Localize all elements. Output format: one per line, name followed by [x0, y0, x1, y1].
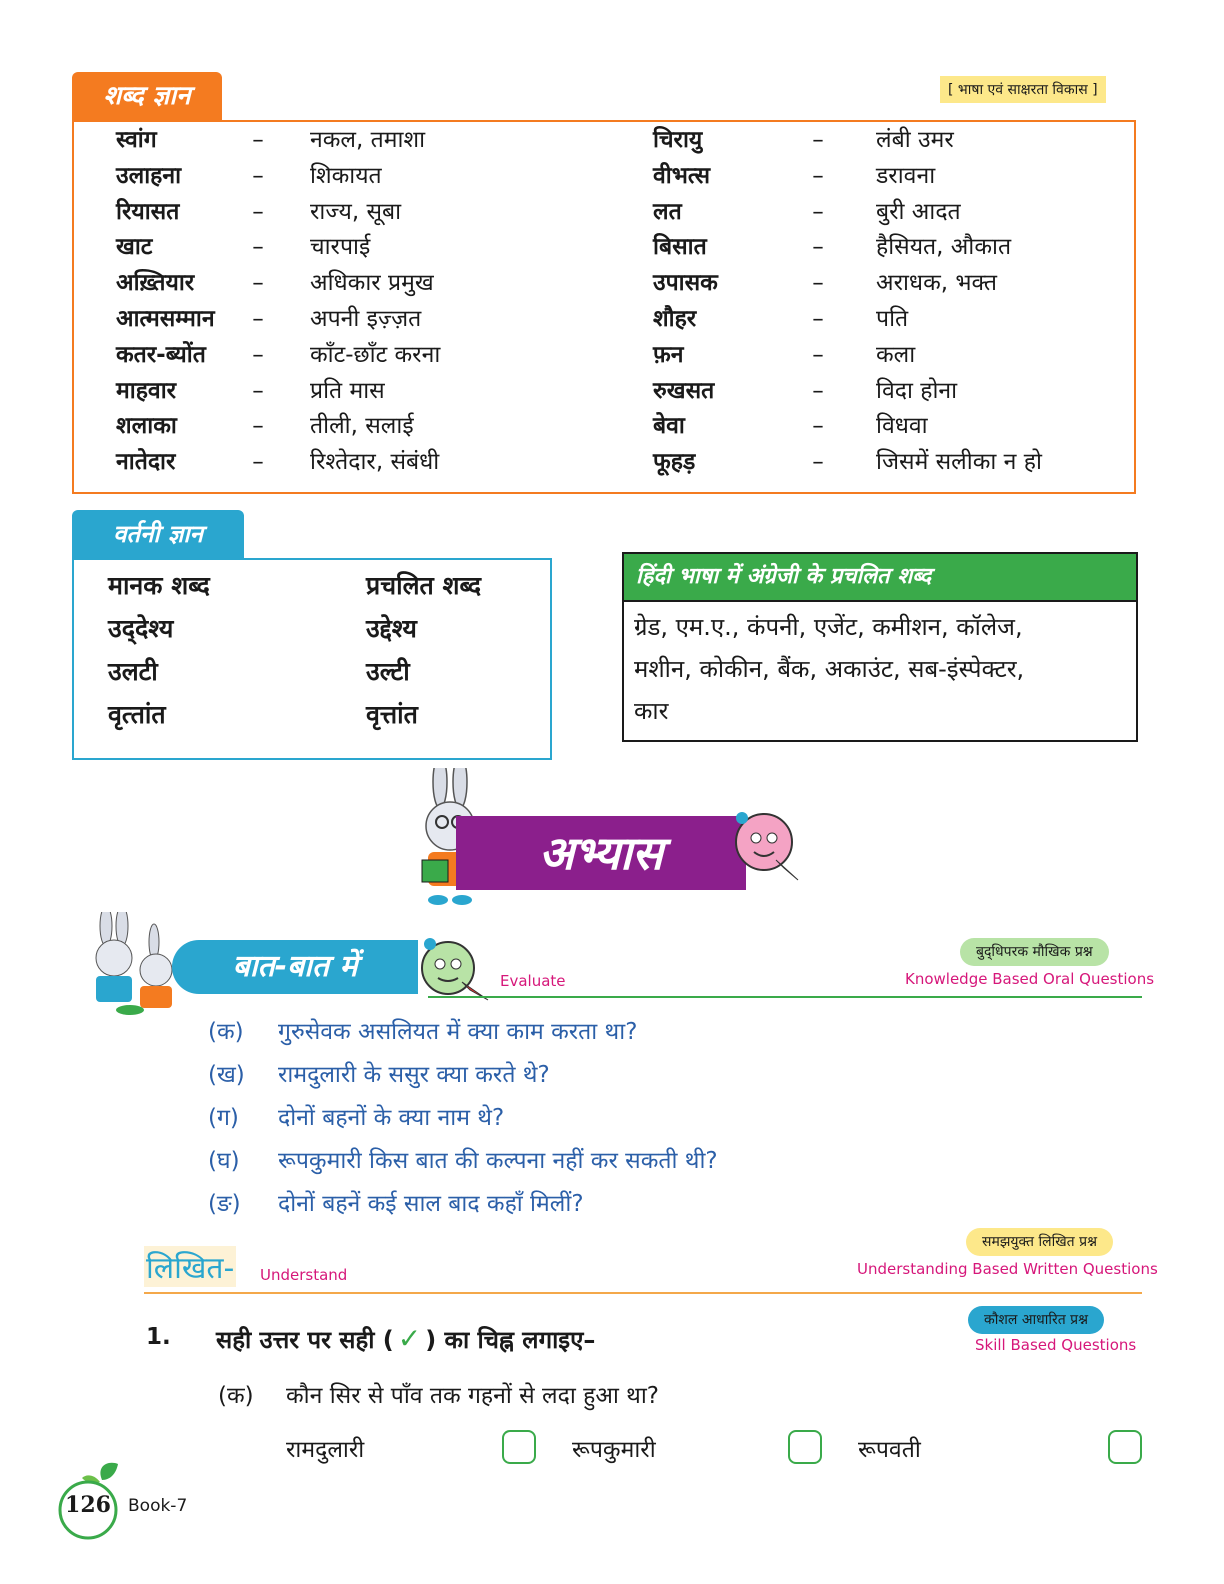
evaluate-label: Evaluate [500, 972, 566, 990]
vartani-prachalit-2: उल्टी [366, 657, 410, 686]
vocab-dash: – [252, 234, 264, 261]
vocab-word: आत्मसम्मान [116, 306, 215, 332]
vocab-meaning: तीली, सलाई [310, 413, 414, 440]
vartani-manak-1: उद्‌देश्य [108, 614, 174, 643]
english-words-line-2: मशीन, कोकीन, बैंक, अकाउंट, सब-इंस्पेक्टर, [634, 655, 1025, 683]
vocab-word: नातेदार [116, 449, 176, 476]
vocab-row [0, 229, 1224, 265]
vocab-row [0, 265, 1224, 301]
vocab-word: वीभत्स [653, 162, 711, 189]
leaf-icon [100, 1463, 118, 1480]
skill-questions-english: Skill Based Questions [975, 1336, 1137, 1354]
vartani-title: वर्तनी ज्ञान [72, 510, 244, 558]
vocab-meaning: शिकायत [310, 162, 382, 189]
vocab-word: फूहड़ [653, 449, 696, 476]
vartani-manak-3: वृत्‍तांत [108, 700, 166, 729]
vocab-dash: – [252, 127, 264, 153]
vocab-row [0, 194, 1224, 230]
category-tag: [ भाषा एवं साक्षरता विकास ] [940, 76, 1106, 103]
vocab-word: उलाहना [116, 162, 182, 189]
vocab-row [0, 408, 1224, 444]
written-questions-english: Understanding Based Written Questions [857, 1260, 1158, 1278]
option-roopkumari: रूपकुमारी [572, 1437, 656, 1463]
page-number: 126 [65, 1492, 111, 1518]
vocab-word: अख़्तियार [116, 270, 195, 297]
two-rabbits-illustration [70, 912, 182, 1018]
oral-question-4: (घ) रूपकुमारी किस बात की कल्पना नहीं कर सकती थी? [208, 1148, 718, 1174]
vocab-word: रियासत [116, 198, 180, 225]
baat-baat-divider [428, 996, 1142, 998]
vocab-dash: – [812, 270, 824, 297]
english-words-line-1: ग्रेड, एम.ए., कंपनी, एजेंट, कमीशन, कॉलेज, [634, 613, 1023, 641]
vocab-dash: – [252, 377, 264, 404]
vocab-meaning: लंबी उमर [876, 127, 954, 153]
abhyas-banner: अभ्यास [456, 816, 746, 890]
vocab-meaning: अराधक, भक्त [876, 270, 997, 297]
vocab-word: स्वांग [116, 127, 157, 153]
vocab-dash: – [252, 341, 264, 368]
option-roopvati: रूपवती [858, 1437, 921, 1463]
vartani-prachalit-3: वृत्तांत [366, 700, 418, 729]
oral-question-3: (ग) दोनों बहनों के क्या नाम थे? [208, 1105, 505, 1131]
vocab-meaning: डरावना [876, 162, 936, 189]
vocab-meaning: विधवा [876, 413, 928, 440]
vocab-dash: – [252, 306, 264, 332]
vartani-manak-2: उलटी [108, 657, 158, 686]
likhit-title: लिखित- [144, 1246, 236, 1287]
option-ramdulari: रामदुलारी [286, 1437, 365, 1463]
vocab-word: फ़न [653, 341, 684, 368]
vartani-box [72, 558, 552, 760]
oral-question-1: (क) गुरुसेवक असलियत में क्या काम करता था? [208, 1019, 638, 1045]
vocab-meaning: जिसमें सलीका न हो [876, 449, 1042, 476]
skill-questions-pill: कौशल आधारित प्रश्न [968, 1306, 1104, 1334]
vocab-word: बेवा [653, 413, 685, 440]
vocab-dash: – [252, 162, 264, 189]
vocab-meaning: बुरी आदत [876, 198, 961, 225]
vocab-dash: – [812, 127, 824, 153]
shabd-gyan-title: शब्द ज्ञान [72, 72, 222, 120]
vocab-word: माहवार [116, 377, 177, 404]
oral-question-5: (ङ) दोनों बहनें कई साल बाद कहाँ मिलीं? [208, 1191, 584, 1217]
vocab-dash: – [252, 413, 264, 440]
vocab-word: कतर-ब्योंत [116, 341, 206, 368]
vocab-meaning: चारपाई [310, 234, 371, 261]
vocab-word: रुखसत [653, 377, 715, 404]
english-words-line-3: कार [634, 697, 669, 725]
oral-question-2: (ख) रामदुलारी के ससुर क्या करते थे? [208, 1062, 550, 1088]
oral-questions-pill: बुद्‌धिपरक मौखिक प्रश्न [960, 938, 1109, 966]
sub-question: (क) कौन सिर से पाँव तक गहनों से लदा हुआ था? [218, 1383, 660, 1409]
vocab-row [0, 158, 1224, 194]
vocab-dash: – [812, 449, 824, 476]
understand-label: Understand [260, 1266, 348, 1284]
bulb-mascot-icon [412, 932, 494, 1004]
vocab-row [0, 337, 1224, 373]
vocab-word: उपासक [653, 270, 718, 297]
vocab-word: लत [653, 198, 682, 225]
vocab-meaning: पति [876, 306, 909, 332]
vocab-dash: – [812, 198, 824, 225]
vocab-dash: – [812, 162, 824, 189]
vocab-meaning: अपनी इज़्ज़त [310, 306, 422, 332]
oral-questions-english: Knowledge Based Oral Questions [905, 970, 1155, 988]
vocab-word: बिसात [653, 234, 707, 261]
book-label: Book-7 [128, 1496, 188, 1516]
vocab-row [0, 444, 1224, 480]
vocab-row [0, 301, 1224, 337]
question-1-text: सही उत्तर पर सही ( ✓ ) का चिह्न लगाइए– [216, 1322, 596, 1355]
vocab-meaning: प्रति मास [310, 377, 385, 404]
vocab-row [0, 122, 1224, 158]
vocab-word: चिरायु [653, 127, 703, 153]
vocab-meaning: हैसियत, औकात [876, 234, 1012, 261]
vocab-meaning: कला [876, 341, 916, 368]
baat-baat-me-banner: बात-बात में [172, 940, 418, 994]
checkbox-ramdulari[interactable] [502, 1430, 536, 1464]
vocab-meaning: रिश्तेदार, संबंधी [310, 449, 440, 476]
vocab-meaning: अधिकार प्रमुख [310, 270, 434, 297]
vocab-dash: – [812, 377, 824, 404]
vocab-meaning: नकल, तमाशा [310, 127, 426, 153]
vartani-header-prachalit: प्रचलित शब्द [366, 571, 482, 600]
vocab-word: खाट [116, 234, 153, 261]
vocab-dash: – [812, 341, 824, 368]
english-words-title: हिंदी भाषा में अंग्रेजी के प्रचलित शब्द [622, 552, 1138, 600]
vocab-meaning: विदा होना [876, 377, 958, 404]
tick-icon: ✓ [397, 1322, 422, 1355]
vocab-dash: – [252, 449, 264, 476]
vartani-header-manak: मानक शब्द [108, 571, 210, 600]
vocab-row [0, 373, 1224, 409]
checkbox-roopvati[interactable] [1108, 1430, 1142, 1464]
vocab-dash: – [812, 234, 824, 261]
vocab-word: शौहर [653, 306, 697, 332]
english-words-box [622, 600, 1138, 742]
vocab-meaning: राज्य, सूबा [310, 198, 402, 225]
vocab-meaning: काँट-छाँट करना [310, 341, 441, 368]
vocab-dash: – [252, 198, 264, 225]
vartani-prachalit-1: उद्देश्य [366, 614, 417, 643]
likhit-divider [144, 1292, 1142, 1294]
written-questions-pill: समझयुक्त लिखित प्रश्न [966, 1228, 1113, 1256]
pencil-mascot-icon [732, 806, 804, 886]
vocab-dash: – [252, 270, 264, 297]
question-number: 1. [146, 1324, 171, 1350]
vocab-word: शलाका [116, 413, 177, 440]
vocab-dash: – [812, 413, 824, 440]
checkbox-roopkumari[interactable] [788, 1430, 822, 1464]
vocab-dash: – [812, 306, 824, 332]
